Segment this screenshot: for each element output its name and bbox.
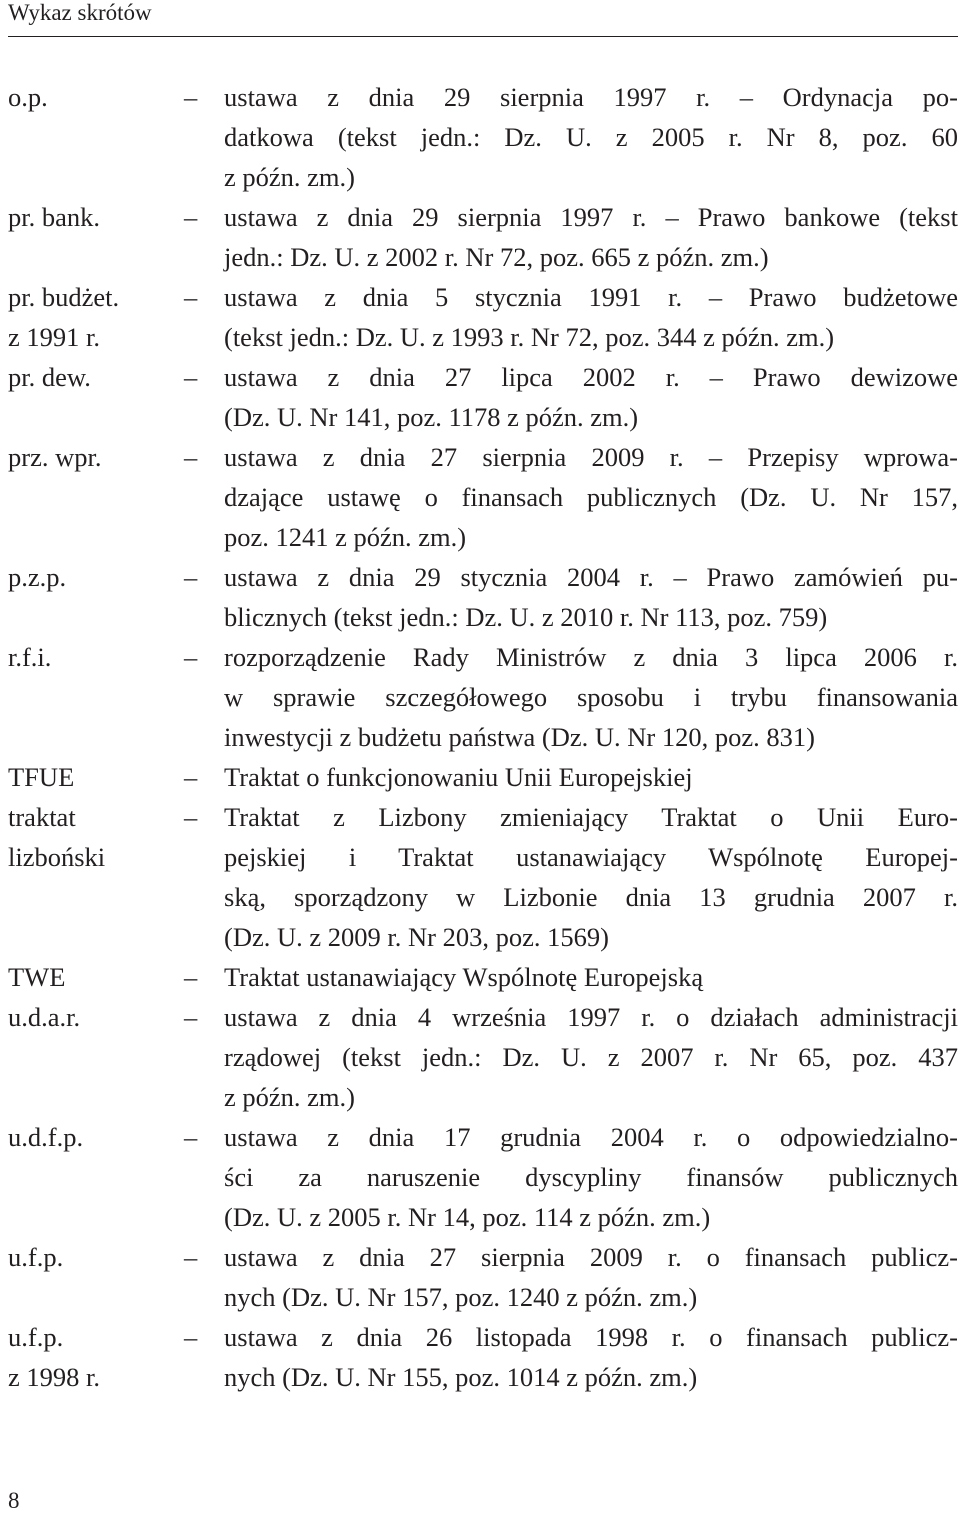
definition-line: datkowa (tekst jedn.: Dz. U. z 2005 r. Nr 8, poz. 60 [224,122,958,152]
abbreviation-list [8,77,958,1397]
definition-line: (Dz. U. Nr 141, poz. 1178 z późn. zm.) [224,402,639,432]
entry-dash: – [184,1242,198,1272]
definition-line: poz. 1241 z późn. zm.) [224,522,467,552]
abbreviation-term-line: r.f.i. [8,642,52,672]
abbreviation-entry [8,437,958,557]
header-rule [8,36,958,37]
definition-line: jedn.: Dz. U. z 2002 r. Nr 72, poz. 665 z późn. zm.) [224,242,769,272]
abbreviation-term-line: p.z.p. [8,562,67,592]
abbreviation-definition [224,637,958,757]
entry-dash: – [184,1002,198,1032]
abbreviation-entry [8,277,958,357]
definition-line: ustawa z dnia 29 stycznia 2004 r. – Prawo zamówień pu- [224,562,958,592]
entry-dash: – [184,1122,198,1152]
entry-dash: – [184,442,198,472]
abbreviation-definition [224,557,958,637]
abbreviation-term [8,77,184,117]
abbreviation-term-line: pr. dew. [8,362,91,392]
abbreviation-term [8,197,184,237]
abbreviation-definition [224,797,958,957]
definition-line: nych (Dz. U. Nr 157, poz. 1240 z późn. zm.) [224,1282,698,1312]
abbreviation-definition [224,1237,958,1317]
entry-dash: – [184,962,198,992]
entry-dash: – [184,82,198,112]
abbreviation-definition [224,437,958,557]
abbreviation-term-line: u.f.p. [8,1322,64,1352]
abbreviation-term-line: TFUE [8,762,75,792]
definition-line: (tekst jedn.: Dz. U. z 1993 r. Nr 72, poz. 344 z późn. zm.) [224,322,835,352]
entry-dash: – [184,1322,198,1352]
abbreviation-entry [8,1117,958,1237]
abbreviation-term-line: z 1991 r. [8,322,100,352]
abbreviation-term-line: pr. bank. [8,202,100,232]
abbreviation-term-line: lizboński [8,842,106,872]
abbreviation-entry [8,1237,958,1317]
definition-line: z późn. zm.) [224,162,355,192]
abbreviation-term-line: u.d.a.r. [8,1002,81,1032]
abbreviation-definition [224,197,958,277]
abbreviation-definition [224,1317,958,1397]
entry-dash: – [184,642,198,672]
entry-dash: – [184,762,198,792]
abbreviation-term-line: TWE [8,962,66,992]
abbreviation-term-line: pr. budżet. [8,282,120,312]
entry-dash: – [184,282,198,312]
abbreviation-entry [8,957,958,997]
definition-line: z późn. zm.) [224,1082,355,1112]
abbreviation-term [8,797,184,877]
abbreviation-entry [8,997,958,1117]
abbreviation-entry [8,757,958,797]
abbreviation-entry [8,77,958,197]
definition-line: ustawa z dnia 27 lipca 2002 r. – Prawo dewizowe [224,362,958,392]
definition-line: w sprawie szczegółowego sposobu i trybu finansowania [224,682,958,712]
abbreviation-term [8,1117,184,1157]
abbreviation-definition [224,77,958,197]
definition-line: ską, sporządzony w Lizbonie dnia 13 grudnia 2007 r. [224,882,958,912]
entry-dash: – [184,802,198,832]
abbreviation-term [8,637,184,677]
definition-line: ustawa z dnia 27 sierpnia 2009 r. o finansach publicz- [224,1242,958,1272]
entry-dash: – [184,362,198,392]
abbreviation-entry [8,357,958,437]
definition-line: Traktat z Lizbony zmieniający Traktat o Unii Euro- [224,802,958,832]
entry-dash: – [184,202,198,232]
abbreviation-entry [8,1317,958,1397]
definition-line: ustawa z dnia 5 stycznia 1991 r. – Prawo budżetowe [224,282,958,312]
definition-line: dzające ustawę o finansach publicznych (Dz. U. Nr 157, [224,482,958,512]
definition-line: (Dz. U. z 2005 r. Nr 14, poz. 114 z późn. zm.) [224,1202,711,1232]
definition-line: rozporządzenie Rady Ministrów z dnia 3 lipca 2006 r. [224,642,958,672]
abbreviation-entry [8,557,958,637]
abbreviation-definition [224,997,958,1117]
page-number: 8 [8,1488,20,1513]
definition-line: pejskiej i Traktat ustanawiający Wspólnotę Europej- [224,842,958,872]
definition-line: rządowej (tekst jedn.: Dz. U. z 2007 r. Nr 65, poz. 437 [224,1042,958,1072]
definition-line: (Dz. U. z 2009 r. Nr 203, poz. 1569) [224,922,609,952]
abbreviation-term [8,1237,184,1277]
abbreviation-term [8,957,184,997]
definition-line: ustawa z dnia 29 sierpnia 1997 r. – Ordynacja po- [224,82,958,112]
definition-line: ustawa z dnia 29 sierpnia 1997 r. – Prawo bankowe (tekst [224,202,958,232]
definition-line: ustawa z dnia 27 sierpnia 2009 r. – Przepisy wprowa- [224,442,958,472]
abbreviation-entry [8,637,958,757]
abbreviation-term [8,757,184,797]
abbreviation-term [8,557,184,597]
abbreviation-term [8,1317,184,1397]
definition-line: Traktat o funkcjonowaniu Unii Europejskiej [224,762,693,792]
abbreviation-term-line: o.p. [8,82,48,112]
abbreviation-definition [224,277,958,357]
abbreviation-term [8,277,184,357]
definition-line: ustawa z dnia 26 listopada 1998 r. o finansach publicz- [224,1322,958,1352]
definition-line: Traktat ustanawiający Wspólnotę Europejską [224,962,704,992]
abbreviation-definition [224,357,958,437]
abbreviation-term [8,997,184,1037]
definition-line: inwestycji z budżetu państwa (Dz. U. Nr 120, poz. 831) [224,722,815,752]
definition-line: nych (Dz. U. Nr 155, poz. 1014 z późn. zm.) [224,1362,698,1392]
definition-line: blicznych (tekst jedn.: Dz. U. z 2010 r. Nr 113, poz. 759) [224,602,828,632]
abbreviation-term-line: prz. wpr. [8,442,102,472]
running-header: Wykaz skrótów [8,0,152,25]
abbreviation-entry [8,797,958,957]
definition-line: ustawa z dnia 17 grudnia 2004 r. o odpowiedzialno- [224,1122,958,1152]
abbreviation-term-line: traktat [8,802,76,832]
abbreviation-term [8,437,184,477]
abbreviation-definition [224,1117,958,1237]
abbreviation-definition [224,757,958,797]
definition-line: ści za naruszenie dyscypliny finansów publicznych [224,1162,958,1192]
abbreviation-term-line: z 1998 r. [8,1362,100,1392]
definition-line: ustawa z dnia 4 września 1997 r. o działach administracji [224,1002,958,1032]
abbreviation-term-line: u.f.p. [8,1242,64,1272]
abbreviation-definition [224,957,958,997]
entry-dash: – [184,562,198,592]
abbreviation-term [8,357,184,397]
abbreviation-entry [8,197,958,277]
abbreviation-term-line: u.d.f.p. [8,1122,84,1152]
